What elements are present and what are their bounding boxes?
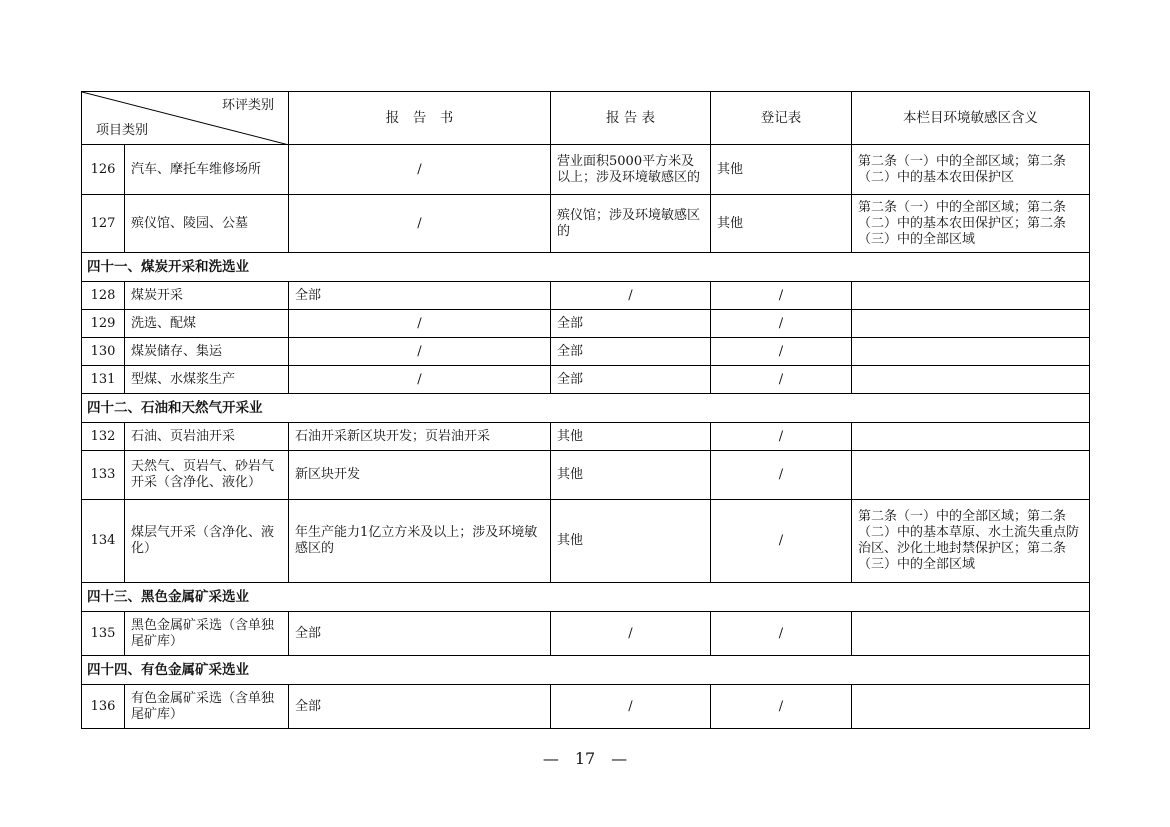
register-cell: / xyxy=(711,282,852,310)
section-heading: 四十二、石油和天然气开采业 xyxy=(82,394,1090,423)
row-number: 128 xyxy=(82,282,125,310)
table-row xyxy=(82,310,1090,338)
table-row xyxy=(82,195,1090,253)
report-form-cell: / xyxy=(551,685,711,729)
report-book-cell: / xyxy=(289,195,551,253)
table-row xyxy=(82,282,1090,310)
report-form-cell: 全部 xyxy=(551,366,711,394)
row-number: 133 xyxy=(82,451,125,500)
header-report-form: 报 告 表 xyxy=(551,92,711,145)
report-book-cell: 全部 xyxy=(289,612,551,656)
row-number: 127 xyxy=(82,195,125,253)
header-sensitive-area: 本栏目环境敏感区含义 xyxy=(852,92,1090,145)
report-form-cell: 全部 xyxy=(551,338,711,366)
table-row xyxy=(82,145,1090,195)
header-report-book: 报 告 书 xyxy=(289,92,551,145)
report-book-cell: / xyxy=(289,366,551,394)
register-cell: / xyxy=(711,612,852,656)
classification-table xyxy=(81,91,1090,729)
page-number: — 17 — xyxy=(542,749,628,768)
project-name: 型煤、水煤浆生产 xyxy=(125,366,289,394)
project-name: 殡仪馆、陵园、公墓 xyxy=(125,195,289,253)
sensitive-area-cell xyxy=(852,685,1090,729)
project-name: 汽车、摩托车维修场所 xyxy=(125,145,289,195)
header-row xyxy=(82,92,1090,145)
table-row xyxy=(82,685,1090,729)
sensitive-area-cell: 第二条（一）中的全部区域；第二条（二）中的基本农田保护区；第二条（三）中的全部区域 xyxy=(852,195,1090,253)
table-row xyxy=(82,451,1090,500)
report-book-cell: 石油开采新区块开发；页岩油开采 xyxy=(289,423,551,451)
report-form-cell: 其他 xyxy=(551,423,711,451)
project-name: 煤层气开采（含净化、液化） xyxy=(125,500,289,583)
register-cell: / xyxy=(711,500,852,583)
row-number: 135 xyxy=(82,612,125,656)
register-cell: 其他 xyxy=(711,145,852,195)
document-table-container xyxy=(81,91,1089,729)
project-name: 石油、页岩油开采 xyxy=(125,423,289,451)
sensitive-area-cell xyxy=(852,282,1090,310)
report-book-cell: 全部 xyxy=(289,685,551,729)
row-number: 136 xyxy=(82,685,125,729)
register-cell: / xyxy=(711,310,852,338)
project-name: 天然气、页岩气、砂岩气开采（含净化、液化） xyxy=(125,451,289,500)
report-form-cell: 全部 xyxy=(551,310,711,338)
report-book-cell: / xyxy=(289,145,551,195)
register-cell: 其他 xyxy=(711,195,852,253)
table-row xyxy=(82,366,1090,394)
sensitive-area-cell xyxy=(852,366,1090,394)
section-heading: 四十三、黑色金属矿采选业 xyxy=(82,583,1090,612)
sensitive-area-cell: 第二条（一）中的全部区域；第二条（二）中的基本农田保护区 xyxy=(852,145,1090,195)
corner-top-label: 环评类别 xyxy=(221,98,274,113)
report-form-cell: 其他 xyxy=(551,500,711,583)
register-cell: / xyxy=(711,366,852,394)
register-cell: / xyxy=(711,423,852,451)
report-book-cell: / xyxy=(289,310,551,338)
row-number: 130 xyxy=(82,338,125,366)
header-register: 登记表 xyxy=(711,92,852,145)
table-row xyxy=(82,612,1090,656)
sensitive-area-cell xyxy=(852,612,1090,656)
section-row xyxy=(82,253,1090,282)
sensitive-area-cell: 第二条（一）中的全部区域；第二条（二）中的基本草原、水土流失重点防治区、沙化土地封禁保护区；第二条（三）中的全部区域 xyxy=(852,500,1090,583)
section-row xyxy=(82,583,1090,612)
report-form-cell: 其他 xyxy=(551,451,711,500)
table-row xyxy=(82,500,1090,583)
sensitive-area-cell xyxy=(852,310,1090,338)
project-name: 煤炭储存、集运 xyxy=(125,338,289,366)
project-name: 黑色金属矿采选（含单独尾矿库） xyxy=(125,612,289,656)
section-row xyxy=(82,656,1090,685)
report-book-cell: 年生产能力1亿立方米及以上；涉及环境敏感区的 xyxy=(289,500,551,583)
corner-bottom-label: 项目类别 xyxy=(96,123,149,138)
register-cell: / xyxy=(711,451,852,500)
table-row xyxy=(82,423,1090,451)
report-form-cell: / xyxy=(551,282,711,310)
sensitive-area-cell xyxy=(852,338,1090,366)
row-number: 131 xyxy=(82,366,125,394)
project-name: 煤炭开采 xyxy=(125,282,289,310)
row-number: 129 xyxy=(82,310,125,338)
register-cell: / xyxy=(711,338,852,366)
report-form-cell: 殡仪馆；涉及环境敏感区的 xyxy=(551,195,711,253)
sensitive-area-cell xyxy=(852,423,1090,451)
section-heading: 四十四、有色金属矿采选业 xyxy=(82,656,1090,685)
report-book-cell: 新区块开发 xyxy=(289,451,551,500)
row-number: 126 xyxy=(82,145,125,195)
report-book-cell: 全部 xyxy=(289,282,551,310)
project-name: 洗选、配煤 xyxy=(125,310,289,338)
table-row xyxy=(82,338,1090,366)
register-cell: / xyxy=(711,685,852,729)
report-form-cell: / xyxy=(551,612,711,656)
diagonal-header-cell xyxy=(82,92,289,145)
project-name: 有色金属矿采选（含单独尾矿库） xyxy=(125,685,289,729)
report-form-cell: 营业面积5000平方米及以上；涉及环境敏感区的 xyxy=(551,145,711,195)
section-heading: 四十一、煤炭开采和洗选业 xyxy=(82,253,1090,282)
report-book-cell: / xyxy=(289,338,551,366)
section-row xyxy=(82,394,1090,423)
row-number: 134 xyxy=(82,500,125,583)
row-number: 132 xyxy=(82,423,125,451)
sensitive-area-cell xyxy=(852,451,1090,500)
